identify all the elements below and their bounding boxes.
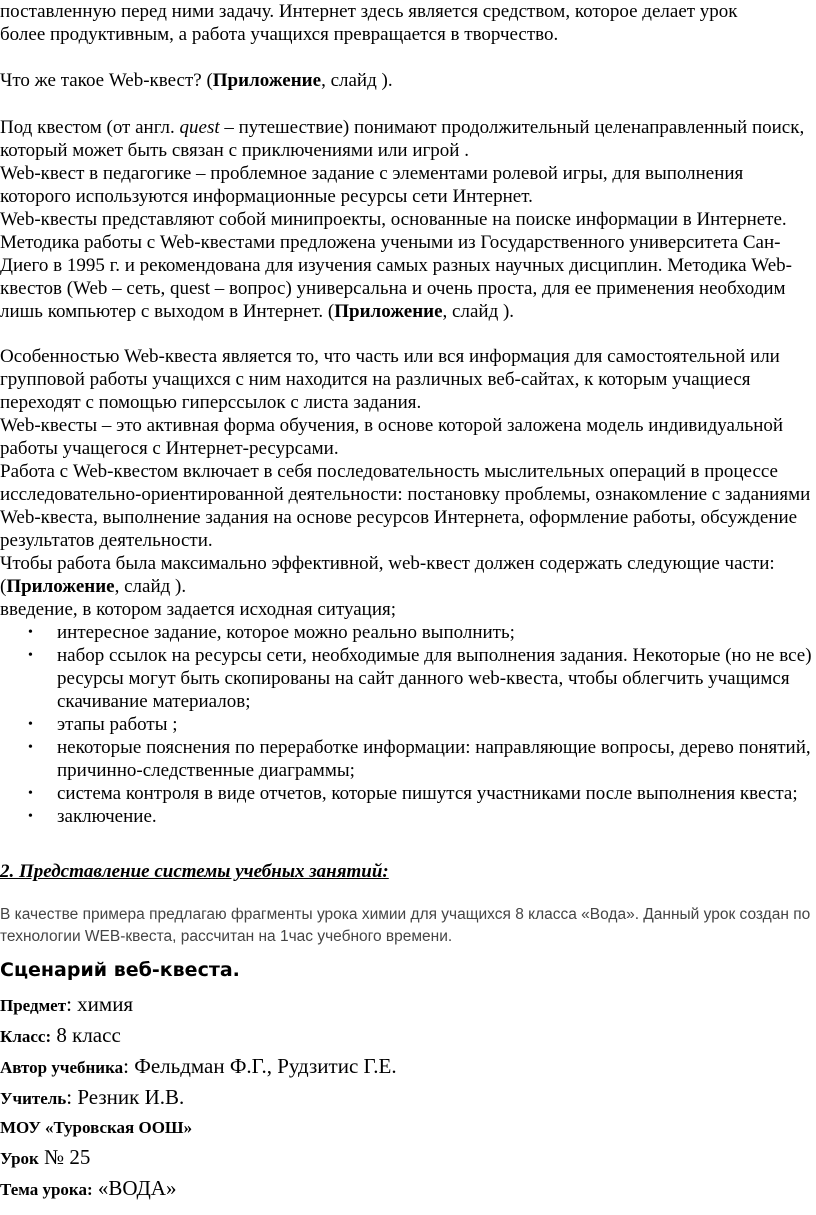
paragraph-webquest-definition: Web-квест в педагогике – проблемное задание c элементами ролевой игры, для выполнения которого используются информационные ресурсы сети Интернет. — [0, 163, 744, 207]
info-label: Автор учебника — [0, 1058, 124, 1077]
info-label: Урок — [0, 1149, 39, 1168]
section-title: 2. Представление системы учебных занятий: — [0, 861, 389, 882]
info-value: 8 класс — [51, 1023, 121, 1047]
info-topic — [0, 1174, 816, 1205]
appendix-ref: Приложение — [6, 576, 115, 597]
bullet-icon: • — [28, 717, 33, 732]
info-author — [0, 1052, 816, 1083]
info-value: № 25 — [38, 1145, 91, 1169]
info-school — [0, 1114, 816, 1143]
bullet-icon: • — [28, 786, 33, 801]
info-label: Класс: — [0, 1027, 52, 1046]
text: Что же такое Web-квест? ( — [0, 70, 213, 91]
appendix-ref: Приложение — [212, 70, 322, 91]
bullet-icon: • — [28, 740, 33, 755]
text-line: поставленную перед ними задачу. Интернет здесь является средством, которое делает урок — [0, 1, 738, 22]
list-item-text: интересное задание, которое можно реально выполнить; — [57, 622, 515, 643]
paragraph-miniprojects — [0, 208, 812, 323]
list-item — [0, 805, 812, 828]
appendix-ref: Приложение — [334, 301, 443, 322]
info-label: Предмет — [0, 996, 67, 1015]
paragraph-work-sequence: Работа с Web-квестом включает в себя последовательность мыслительных операций в процессе исследовательно-ориентированной деятельности: постановку проблемы, ознакомление с заданиями Web-квеста, выполнение задания на основе ресурсов Интернета, оформление работы, обсуждение результатов деятельности. — [0, 461, 811, 551]
bullet-icon: • — [28, 809, 33, 824]
info-class — [0, 1021, 816, 1052]
example-paragraph: В качестве примера предлагаю фрагменты урока химии для учащихся 8 класса «Вода». Данный урок создан по технологии WEB-квеста, рассчитан на 1час учебного времени. — [0, 906, 811, 945]
paragraph-feature: Особенностью Web-квеста является то, что часть или вся информация для самостоятельной или групповой работы учащихся с ним находится на различных веб-сайтах, к которым учащиеся переходят с помощью гиперссылок с листа задания. — [0, 346, 780, 413]
text: , слайд ). — [114, 576, 187, 597]
paragraph-parts-intro — [0, 552, 812, 598]
text: – путешествие) понимают продолжительный целенаправленный поиск, который может быть связан с приключениями или игрой . — [0, 117, 805, 161]
bullet-icon: • — [28, 625, 33, 640]
list-item — [0, 782, 812, 805]
text: Чтобы работа была максимально эффективной, web-квест должен содержать следующие части: ( — [0, 553, 775, 597]
info-label: МОУ «Туровская ООШ» — [0, 1118, 193, 1137]
paragraph-what-is-webquest — [0, 69, 812, 92]
paragraph-active-form: Web-квесты – это активная форма обучения, в основе которой заложена модель индивидуальной работы учащегося с Интернет-ресурсами. — [0, 415, 784, 459]
list-item-text: набор ссылок на ресурсы сети, необходимые для выполнения задания. Некоторые (но не все) ресурсы могут быть скопированы на сайт данного web-квеста, чтобы облегчить учащимся скачивание материалов; — [57, 645, 812, 712]
list-item — [0, 621, 812, 644]
paragraph-quest-definition — [0, 116, 812, 162]
paragraph-intro-line: введение, в котором задается исходная ситуация; — [0, 599, 397, 620]
text: Web-квесты представляют собой минипроекты, основанные на поиске информации в Интернете. Методика работы с Web-квестами предложена учеными из Государственного университета Сан-Диего в 1995 г. и рекомендована для изучения самых разных научных дисциплин. Методика Web-квестов (Web – сеть, quest – вопрос) универсальна и очень проста, для ее применения необходим лишь компьютер с выходом в Интернет. ( — [0, 209, 792, 322]
list-item-text: этапы работы ; — [57, 714, 178, 735]
info-label: Учитель — [0, 1089, 67, 1108]
info-teacher — [0, 1083, 816, 1114]
text: , слайд ). — [321, 70, 393, 91]
info-value: : Резник И.В. — [66, 1085, 185, 1109]
text-line: более продуктивным, а работа учащихся превращается в творчество. — [0, 24, 559, 45]
italic-term: quest — [179, 117, 220, 138]
info-value: «ВОДА» — [92, 1176, 177, 1200]
bullet-icon: • — [28, 648, 33, 663]
list-item — [0, 736, 812, 782]
info-subject — [0, 990, 816, 1021]
info-value: : Фельдман Ф.Г., Рудзитис Г.Е. — [123, 1054, 397, 1078]
info-value: : химия — [66, 992, 134, 1016]
info-label: Тема урока: — [0, 1180, 93, 1199]
list-item — [0, 644, 812, 713]
info-lesson — [0, 1143, 816, 1174]
text: Под квестом (от англ. — [0, 117, 180, 138]
list-item — [0, 713, 812, 736]
list-item-text: заключение. — [57, 806, 157, 827]
list-item-text: некоторые пояснения по переработке информации: направляющие вопросы, дерево понятий, причинно-следственные диаграммы; — [57, 737, 811, 781]
parts-list — [0, 621, 816, 828]
text: , слайд ). — [442, 301, 515, 322]
list-item-text: система контроля в виде отчетов, которые пишутся участниками после выполнения квеста; — [57, 783, 798, 804]
paragraph-task — [0, 0, 812, 46]
scenario-title: Сценарий веб-квеста. — [0, 959, 240, 981]
